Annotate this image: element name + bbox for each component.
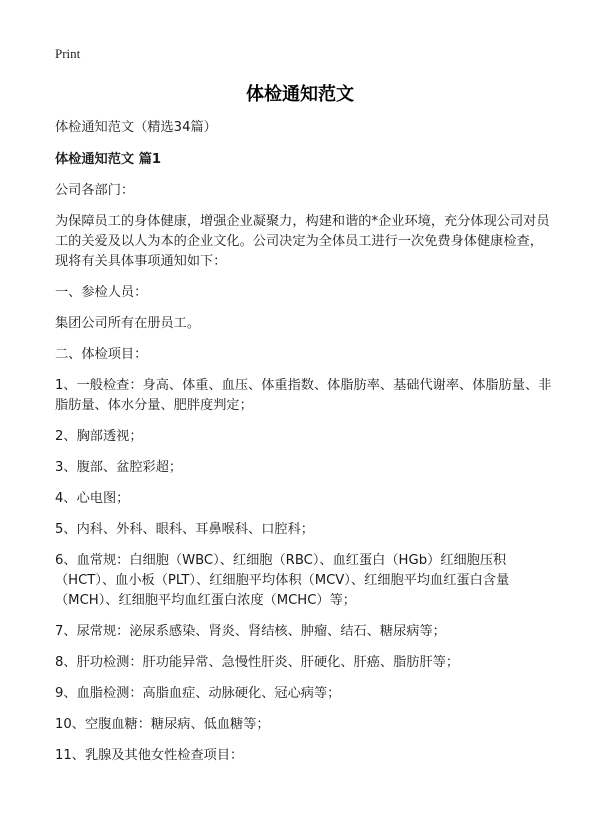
paragraph-participants: 集团公司所有在册员工。	[55, 316, 201, 331]
print-link[interactable]: Print	[55, 46, 81, 61]
list-item-ultrasound: 3、腹部、盆腔彩超；	[55, 460, 183, 475]
paragraph-intro: 为保障员工的身体健康，增强企业凝聚力，构建和谐的*企业环境，充分体现公司对员工的关爱及以人为本的企业文化。公司决定为全体员工进行一次免费身体健康检查，现将有关具体事项通知如下：	[55, 214, 550, 269]
list-item-blood-routine: 6、血常规：白细胞（WBC）、红细胞（RBC）、血红蛋白（HGb）红细胞压积（HCT）、血小板（PLT）、红细胞平均体积（MCV）、红细胞平均血红蛋白含量（MCH）、红细胞平均血红蛋白浓度（MCHC）等；	[55, 553, 510, 608]
list-item-ecg: 4、心电图；	[55, 491, 130, 506]
list-item-fasting-glucose: 10、空腹血糖：糖尿病、低血糖等；	[55, 717, 270, 732]
list-item-urine-routine: 7、尿常规：泌尿系感染、肾炎、肾结核、肿瘤、结石、糖尿病等；	[55, 624, 446, 639]
list-item-departments: 5、内科、外科、眼科、耳鼻喉科、口腔科；	[55, 522, 314, 537]
list-item-chest-xray: 2、胸部透视；	[55, 429, 143, 444]
list-item-female-exam: 11、乳腺及其他女性检查项目：	[55, 748, 244, 763]
section-heading: 体检通知范文 篇1	[55, 152, 162, 167]
document-subtitle: 体检通知范文（精选34篇）	[55, 120, 217, 135]
list-item-liver-function: 8、肝功检测：肝功能异常、急慢性肝炎、肝硬化、肝癌、脂肪肝等；	[55, 655, 460, 670]
list-item-blood-lipids: 9、血脂检测：高脂血症、动脉硬化、冠心病等；	[55, 686, 341, 701]
document-body	[55, 118, 555, 777]
document-title: 体检通知范文	[246, 84, 354, 105]
paragraph-items-heading: 二、体检项目：	[55, 347, 148, 362]
paragraph-greeting: 公司各部门：	[55, 183, 135, 198]
paragraph-participants-heading: 一、参检人员：	[55, 285, 148, 300]
list-item-general-exam: 1、一般检查：身高、体重、血压、体重指数、体脂肪率、基础代谢率、体脂肪量、非脂肪量、体水分量、肥胖度判定；	[55, 378, 552, 413]
